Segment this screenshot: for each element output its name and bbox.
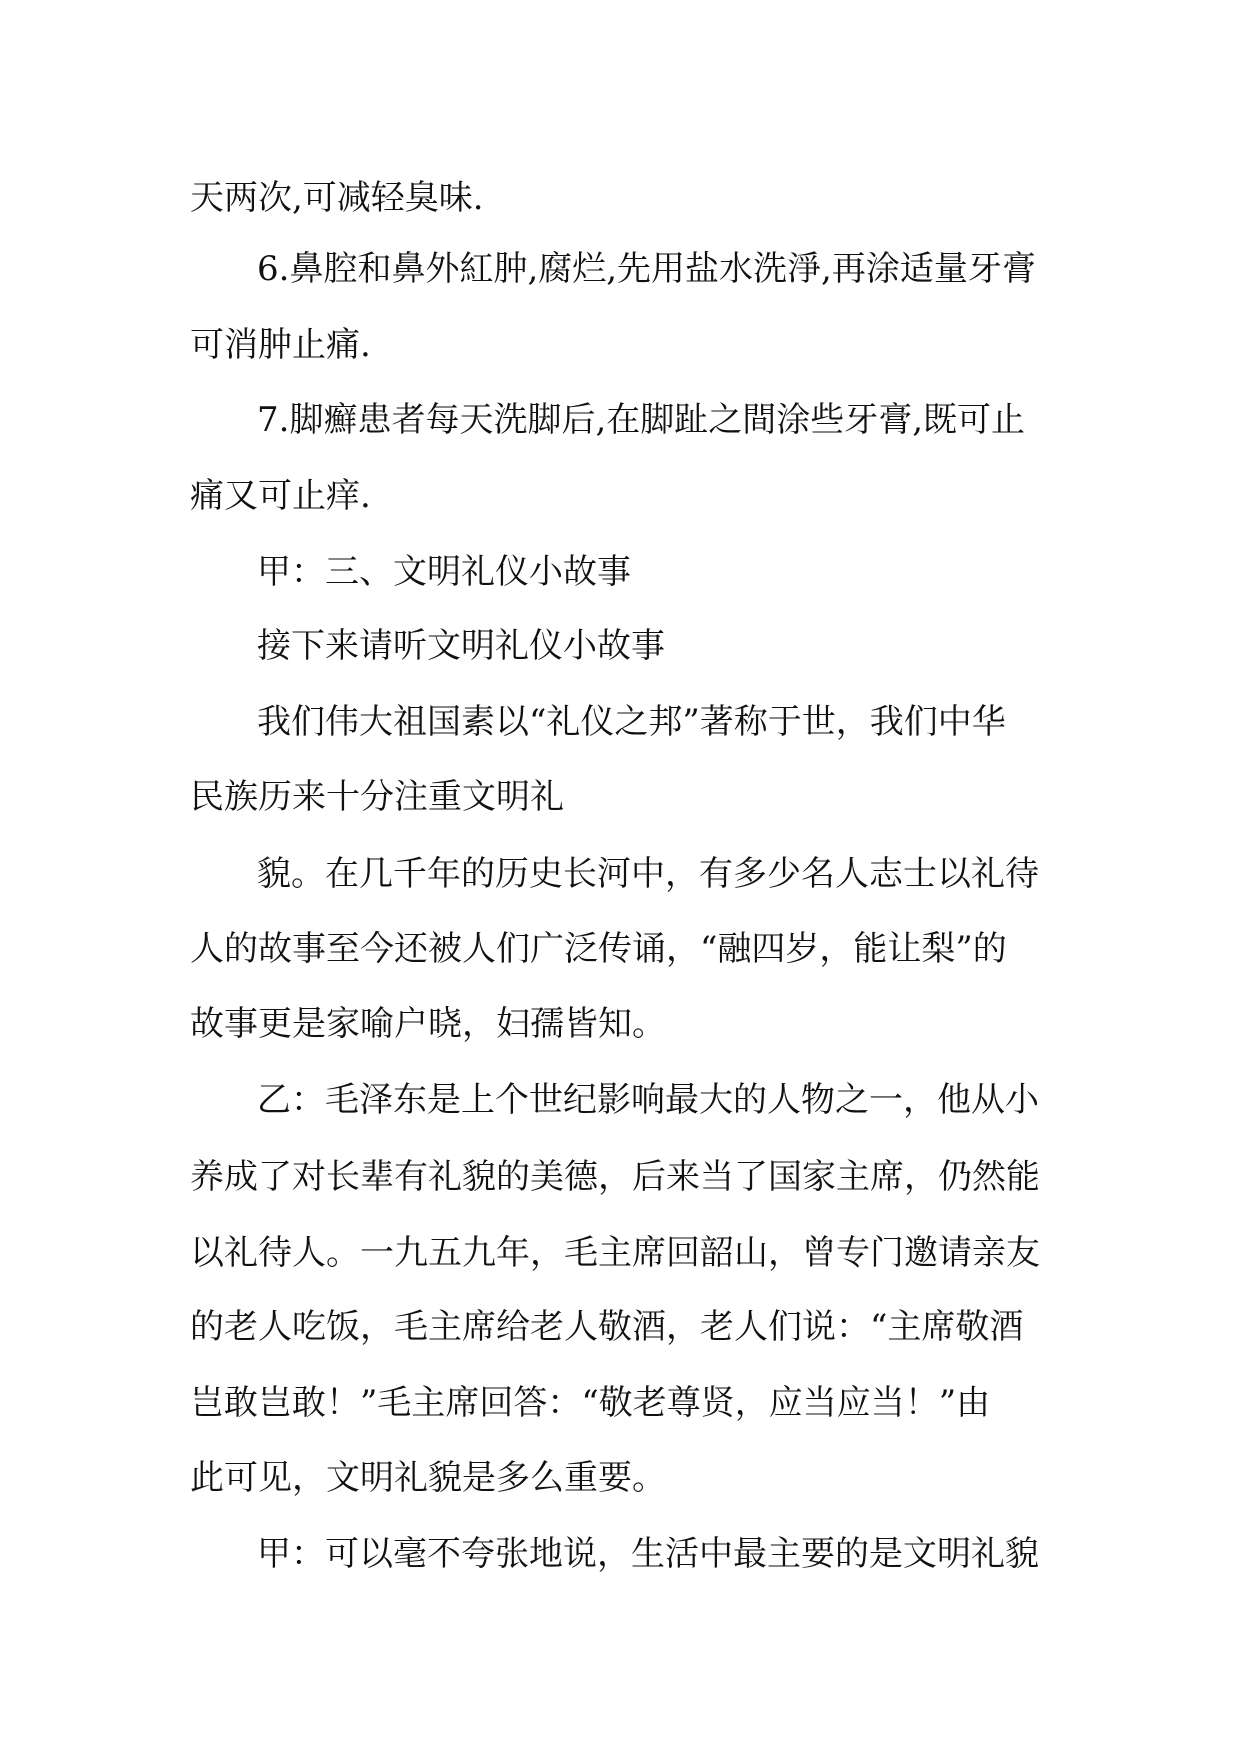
text-line: 痛又可止痒. bbox=[190, 476, 371, 516]
text-line: 的老人吃饭，毛主席给老人敬酒，老人们说：“主席敬酒 bbox=[190, 1307, 1024, 1347]
text-line: 故事更是家喻户晓，妇孺皆知。 bbox=[190, 1004, 666, 1044]
text-line: 以礼待人。一九五九年，毛主席回韶山，曾专门邀请亲友 bbox=[190, 1233, 1040, 1273]
text-line: 民族历来十分注重文明礼 bbox=[190, 777, 564, 817]
text-line: 7.脚癬患者每天洗脚后,在脚趾之間涂些牙膏,既可止 bbox=[257, 400, 1026, 440]
text-line: 天两次,可减轻臭味. bbox=[190, 178, 484, 218]
text-line: 貌。在几千年的历史长河中，有多少名人志士以礼待 bbox=[257, 854, 1039, 894]
text-line: 6.鼻腔和鼻外紅肿,腐烂,先用盐水洗淨,再涂适量牙膏 bbox=[257, 249, 1036, 289]
text-line: 岂敢岂敢！”毛主席回答：“敬老尊贤，应当应当！”由 bbox=[190, 1383, 991, 1423]
text-line: 甲：可以毫不夸张地说，生活中最主要的是文明礼貌 bbox=[257, 1534, 1039, 1574]
section-heading: 甲：三、文明礼仪小故事 bbox=[257, 552, 631, 592]
text-line: 乙：毛泽东是上个世纪影响最大的人物之一，他从小 bbox=[257, 1080, 1039, 1120]
text-line: 养成了对长辈有礼貌的美德，后来当了国家主席，仍然能 bbox=[190, 1157, 1040, 1197]
text-line: 我们伟大祖国素以“礼仪之邦”著称于世，我们中华 bbox=[257, 702, 1006, 742]
text-line: 此可见，文明礼貌是多么重要。 bbox=[190, 1458, 666, 1498]
text-line: 接下来请听文明礼仪小故事 bbox=[257, 626, 665, 666]
text-line: 人的故事至今还被人们广泛传诵，“融四岁，能让梨”的 bbox=[190, 929, 1007, 969]
text-line: 可消肿止痛. bbox=[190, 325, 371, 365]
